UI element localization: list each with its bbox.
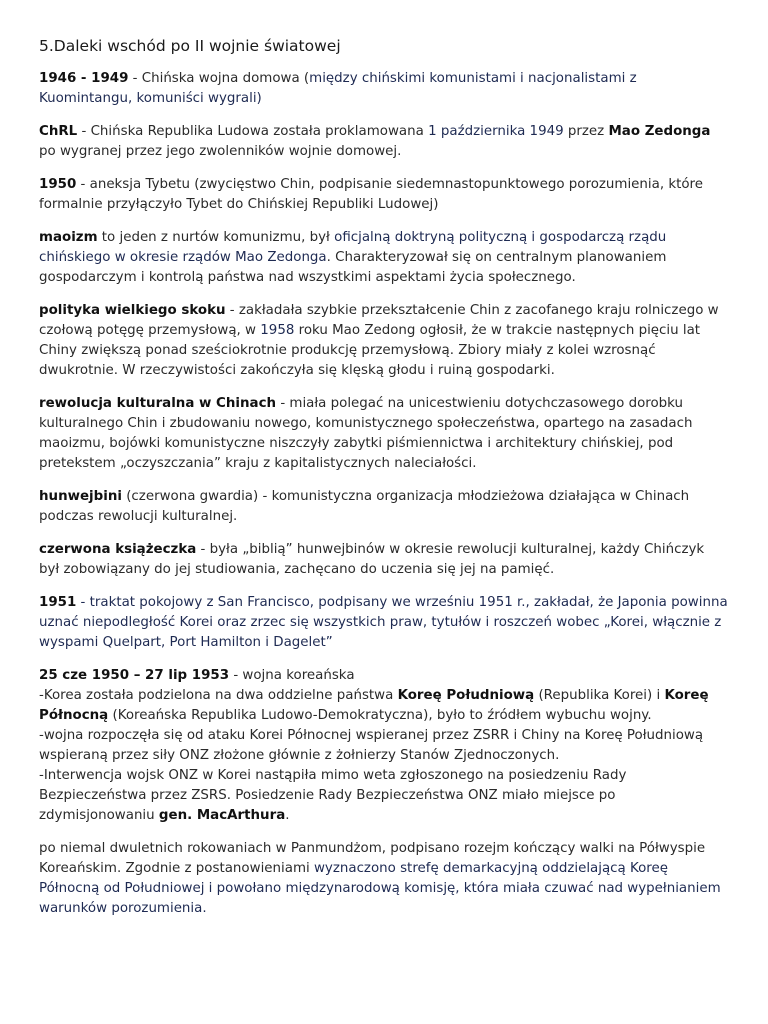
entry-term: 1951 [39, 595, 77, 610]
entry-treaty-1951: 1951 - traktat pokojowy z San Francisco, podpisany we wrześniu 1951 r., zakładał, że Japonia powinna uznać niepodległość Korei oraz zrzec się wszystkich praw, tytułów i roszczeń wobec „Korei, włącznie z wyspami Quelpart, Port Hamilton i Dagelet” [39, 595, 728, 650]
entry-tibet: 1950 - aneksja Tybetu (zwycięstwo Chin, podpisanie siedemnastopunktowego porozumienia, które formalnie przyłączyło Tybet do Chińskiej Republiki Ludowej) [39, 177, 703, 212]
entry-korean-war [39, 666, 728, 826]
entry-term: rewolucja kulturalna w Chinach [39, 396, 277, 411]
entry-civil-war: 1946 - 1949 - Chińska wojna domowa (między chińskimi komunistami i nacjonalistami z Kuomintangu, komuniści wygrali) [39, 71, 637, 106]
entry-term: 1946 - 1949 [39, 71, 129, 86]
korean-war-line-3: -Interwencja wojsk ONZ w Korei nastąpiła mimo weta zgłoszonego na posiedzeniu Rady Bezpieczeństwa przez ZSRS. Posiedzenie Rady Bezpieczeństwa ONZ miało miejsce po zdymisjonowaniu gen. MacArthura. [39, 768, 627, 823]
entry-term: 25 cze 1950 – 27 lip 1953 [39, 668, 230, 683]
entry-term: hunwejbini [39, 489, 122, 504]
korean-war-heading: 25 cze 1950 – 27 lip 1953 - wojna koreańska [39, 668, 355, 683]
entry-armistice: po niemal dwuletnich rokowaniach w Panmundżom, podpisano rozejm kończący walki na Półwyspie Koreańskim. Zgodnie z postanowieniami wyznaczono strefę demarkacyjną oddzielającą Koreę Północną od Południowej i powołano międzynarodową komisję, która miała czuwać nad wypełnianiem warunków porozumienia. [39, 841, 721, 916]
entry-great-leap: polityka wielkiego skoku - zakładała szybkie przekształcenie Chin z zacofanego kraju rolniczego w czołową potęgę przemysłową, w 1958 roku Mao Zedong ogłosił, że w trakcie następnych pięciu lat Chiny zwiększą ponad sześciokrotnie produkcję przemysłową. Zbiory miały z kolei wzrosnąć dwukrotnie. W rzeczywistości zakończyła się klęską głodu i ruiną gospodarki. [39, 303, 719, 378]
korean-war-line-2: -wojna rozpoczęła się od ataku Korei Północnej wspieranej przez ZSRR i Chiny na Koreę Południową wspieraną przez siły ONZ złożone głównie z żołnierzy Stanów Zjednoczonych. [39, 728, 704, 763]
entry-cultural-revolution: rewolucja kulturalna w Chinach - miała polegać na unicestwieniu dotychczasowego dorobku kulturalnego Chin i zbudowaniu nowego, komunistycznego społeczeństwa, opartego na zasadach maoizmu, bojówki komunistyczne niszczyły zabytki piśmiennictwa i architektury chińskiej, pod pretekstem „oczyszczania” kraju z kapitalistycznych naleciałości. [39, 396, 693, 471]
person-name: Mao Zedonga [608, 124, 711, 139]
entry-red-guard: hunwejbini (czerwona gwardia) - komunistyczna organizacja młodzieżowa działająca w Chinach podczas rewolucji kulturalnej. [39, 489, 690, 524]
entry-red-book: czerwona książeczka - była „biblią” hunwejbinów w okresie rewolucji kulturalnej, każdy Chińczyk był zobowiązany do jej studiowania, zachęcano do uczenia się jej na pamięć. [39, 542, 705, 577]
entry-term: 1950 [39, 177, 77, 192]
entry-term: czerwona książeczka [39, 542, 197, 557]
entry-term: polityka wielkiego skoku [39, 303, 226, 318]
korean-war-line-1: -Korea została podzielona na dwa oddzielne państwa Koreę Południową (Republika Korei) i Koreę Północną (Koreańska Republika Ludowo-Demokratyczna), było to źródłem wybuchu wojny. [39, 688, 709, 723]
entry-maoism: maoizm to jeden z nurtów komunizmu, był oficjalną doktryną polityczną i gospodarczą rządu chińskiego w okresie rządów Mao Zedonga. Charakteryzował się on centralnym planowaniem gospodarczym i kontrolą państwa nad wszystkimi aspektami życia społecznego. [39, 230, 667, 285]
entry-chrl: ChRL - Chińska Republika Ludowa została proklamowana 1 października 1949 przez Mao Zedonga po wygranej przez jego zwolenników wojnie domowej. [39, 124, 711, 159]
page-title: 5.Daleki wschód po II wojnie światowej [39, 37, 341, 55]
entry-term: maoizm [39, 230, 98, 245]
entry-term: ChRL [39, 124, 78, 139]
